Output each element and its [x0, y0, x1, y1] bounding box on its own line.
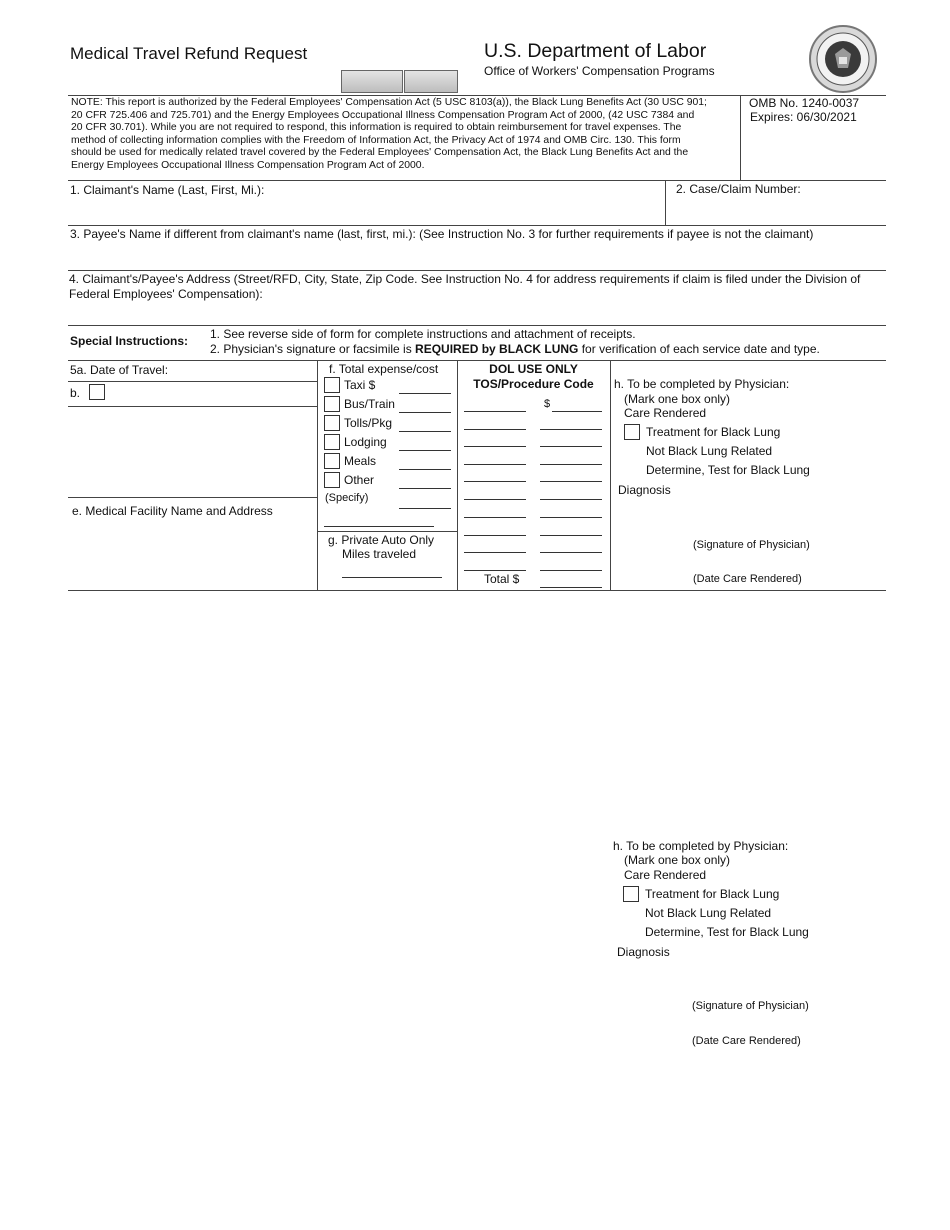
- medical-facility-label: e. Medical Facility Name and Address: [72, 504, 273, 518]
- diagnosis-field[interactable]: [615, 962, 883, 994]
- special-instruction-2-bold: REQUIRED by BLACK LUNG: [415, 342, 579, 356]
- miles-traveled-field[interactable]: [342, 577, 442, 578]
- tolls-pkg-amount[interactable]: [399, 431, 451, 432]
- b-label: b.: [70, 386, 81, 400]
- address-field[interactable]: [68, 302, 886, 324]
- dol-amount-field: [540, 464, 602, 465]
- miles-traveled-label: Miles traveled: [342, 547, 417, 561]
- form-title: Medical Travel Refund Request: [70, 44, 308, 63]
- meals-checkbox[interactable]: [324, 453, 340, 469]
- address-label: [69, 272, 860, 301]
- claimant-name-label: 1. Claimant's Name (Last, First, Mi.):: [70, 183, 265, 197]
- address-label-line: 4. Claimant's/Payee's Address (Street/RFD, City, State, Zip Code. See Instruction No. 4 for address requirements if claim is filed under the Division of: [69, 272, 861, 286]
- tos-procedure-header: TOS/Procedure Code: [473, 377, 594, 391]
- case-number-field[interactable]: [667, 197, 885, 224]
- address-label-line: Federal Employees' Compensation):: [69, 287, 263, 301]
- note-line: method of collecting information complies with the Freedom of Information Act, the Privacy Act of 1974 and OMB Circ. 130. This form: [71, 134, 681, 146]
- diagnosis-label: Diagnosis: [618, 483, 671, 497]
- tolls-pkg-checkbox[interactable]: [324, 415, 340, 431]
- date-care-rendered-label: (Date Care Rendered): [692, 1035, 801, 1047]
- physician-care-rendered: Care Rendered: [624, 406, 707, 420]
- physician-signature-label: (Signature of Physician): [692, 1000, 809, 1012]
- tos-code-field: [464, 429, 526, 430]
- omb-expires: Expires: 06/30/2021: [750, 110, 857, 124]
- special-instruction-2-suffix: for verification of each service date and type.: [578, 342, 820, 356]
- tos-code-field: [464, 464, 526, 465]
- dol-amount-field: [540, 429, 602, 430]
- expense-header: f. Total expense/cost: [329, 362, 439, 376]
- date-of-travel-label: 5a. Date of Travel:: [70, 363, 169, 377]
- special-instruction-2-prefix: 2. Physician's signature or facsimile is: [210, 342, 416, 356]
- dol-amount-field: [540, 517, 602, 518]
- physician-title: h. To be completed by Physician:: [614, 377, 790, 391]
- note-line: NOTE: This report is authorized by the Federal Employees' Compensation Act (5 USC 8103(a)), the Black Lung Benefits Act (30 USC 901;: [71, 97, 707, 108]
- claimant-name-field[interactable]: [68, 197, 664, 224]
- dol-amount-field: [540, 535, 602, 536]
- treatment-black-lung-label: Treatment for Black Lung: [645, 887, 780, 901]
- physician-title: h. To be completed by Physician:: [613, 839, 789, 853]
- tos-code-field: [464, 499, 526, 500]
- specify-field[interactable]: [324, 526, 434, 527]
- note-line: 20 CFR 725.406 and 725.701) and the Energy Employees Occupational Illness Compensation Program Act of 2000, (42 USC 7384 and: [71, 109, 695, 121]
- not-black-lung-label: Not Black Lung Related: [645, 906, 772, 920]
- dol-amount-field: [540, 446, 602, 447]
- physician-signature-label: (Signature of Physician): [693, 539, 810, 551]
- meals-amount[interactable]: [399, 469, 451, 470]
- payee-name-label: 3. Payee's Name if different from claimant's name (last, first, mi.): (See Instruction No. 3 for further requirements if payee is not the claimant): [70, 227, 814, 241]
- date-care-rendered-label: (Date Care Rendered): [693, 573, 802, 585]
- dol-amount-field: [540, 481, 602, 482]
- date-of-travel-field[interactable]: [68, 365, 316, 381]
- b-checkbox[interactable]: [89, 384, 105, 400]
- tos-code-field: [464, 552, 526, 553]
- department-of-labor-seal: [808, 24, 878, 94]
- medical-facility-field[interactable]: [68, 520, 316, 588]
- not-black-lung-label: Not Black Lung Related: [646, 444, 773, 458]
- office-name: Office of Workers' Compensation Programs: [484, 64, 715, 78]
- dol-use-only-header: DOL USE ONLY: [489, 362, 578, 376]
- note-line: should be used for medically related travel covered by the Federal Employees' Compensation Act, the Black Lung Benefits Act and the: [71, 147, 689, 159]
- agency-name: U.S. Department of Labor: [484, 40, 707, 62]
- physician-care-rendered: Care Rendered: [624, 868, 707, 882]
- tos-code-field: [464, 535, 526, 536]
- header-button-left[interactable]: [341, 70, 403, 93]
- meals-label: Meals: [344, 454, 377, 468]
- treatment-black-lung-label: Treatment for Black Lung: [646, 425, 781, 439]
- other-total-amount[interactable]: [399, 508, 451, 509]
- determine-test-label: Determine, Test for Black Lung: [646, 463, 810, 477]
- physician-mark-one: (Mark one box only): [624, 392, 731, 406]
- private-auto-label: g. Private Auto Only: [328, 533, 435, 547]
- treatment-black-lung-checkbox[interactable]: [624, 424, 640, 440]
- dol-amount-field: [540, 552, 602, 553]
- diagnosis-label: Diagnosis: [617, 945, 670, 959]
- note-line: 20 CFR 30.701). While you are not required to respond, this information is required to obtain reimbursement for travel expenses. The: [71, 122, 682, 134]
- special-instruction-2: [210, 342, 820, 356]
- total-amount-field: [540, 587, 602, 588]
- treatment-black-lung-checkbox[interactable]: [623, 886, 639, 902]
- lodging-checkbox[interactable]: [324, 434, 340, 450]
- diagnosis-field[interactable]: [616, 500, 884, 532]
- case-number-label: 2. Case/Claim Number:: [676, 182, 801, 196]
- dol-amount-field: [540, 570, 602, 571]
- other-label: Other: [344, 473, 375, 487]
- tos-code-field: [464, 570, 526, 571]
- dollar-sign: $: [544, 398, 551, 410]
- lodging-amount[interactable]: [399, 450, 451, 451]
- determine-test-label: Determine, Test for Black Lung: [645, 925, 809, 939]
- total-label: Total $: [484, 572, 520, 586]
- header-button-right[interactable]: [404, 70, 458, 93]
- bus-train-checkbox[interactable]: [324, 396, 340, 412]
- tos-code-field: [464, 517, 526, 518]
- payee-name-field[interactable]: [68, 242, 886, 269]
- taxi-checkbox[interactable]: [324, 377, 340, 393]
- tos-code-field: [464, 446, 526, 447]
- special-instructions-label: Special Instructions:: [70, 334, 189, 348]
- other-checkbox[interactable]: [324, 472, 340, 488]
- tolls-pkg-label: Tolls/Pkg: [344, 416, 393, 430]
- taxi-amount[interactable]: [399, 393, 451, 394]
- tos-code-field: [464, 411, 526, 412]
- omb-number: OMB No. 1240-0037: [749, 96, 860, 110]
- dol-amount-field: [540, 499, 602, 500]
- physician-mark-one: (Mark one box only): [624, 853, 731, 867]
- special-instruction-1: 1. See reverse side of form for complete instructions and attachment of receipts.: [210, 327, 636, 341]
- other-amount[interactable]: [399, 488, 451, 489]
- specify-label: (Specify): [325, 492, 369, 504]
- bus-train-label: Bus/Train: [344, 397, 395, 411]
- dol-amount-field: [552, 411, 602, 412]
- bus-train-amount[interactable]: [399, 412, 451, 413]
- note-line: Energy Employees Occupational Illness Compensation Program Act of 2000.: [71, 159, 425, 171]
- note-text: [71, 97, 739, 173]
- taxi-label: Taxi $: [344, 378, 376, 392]
- tos-code-field: [464, 481, 526, 482]
- lodging-label: Lodging: [344, 435, 387, 449]
